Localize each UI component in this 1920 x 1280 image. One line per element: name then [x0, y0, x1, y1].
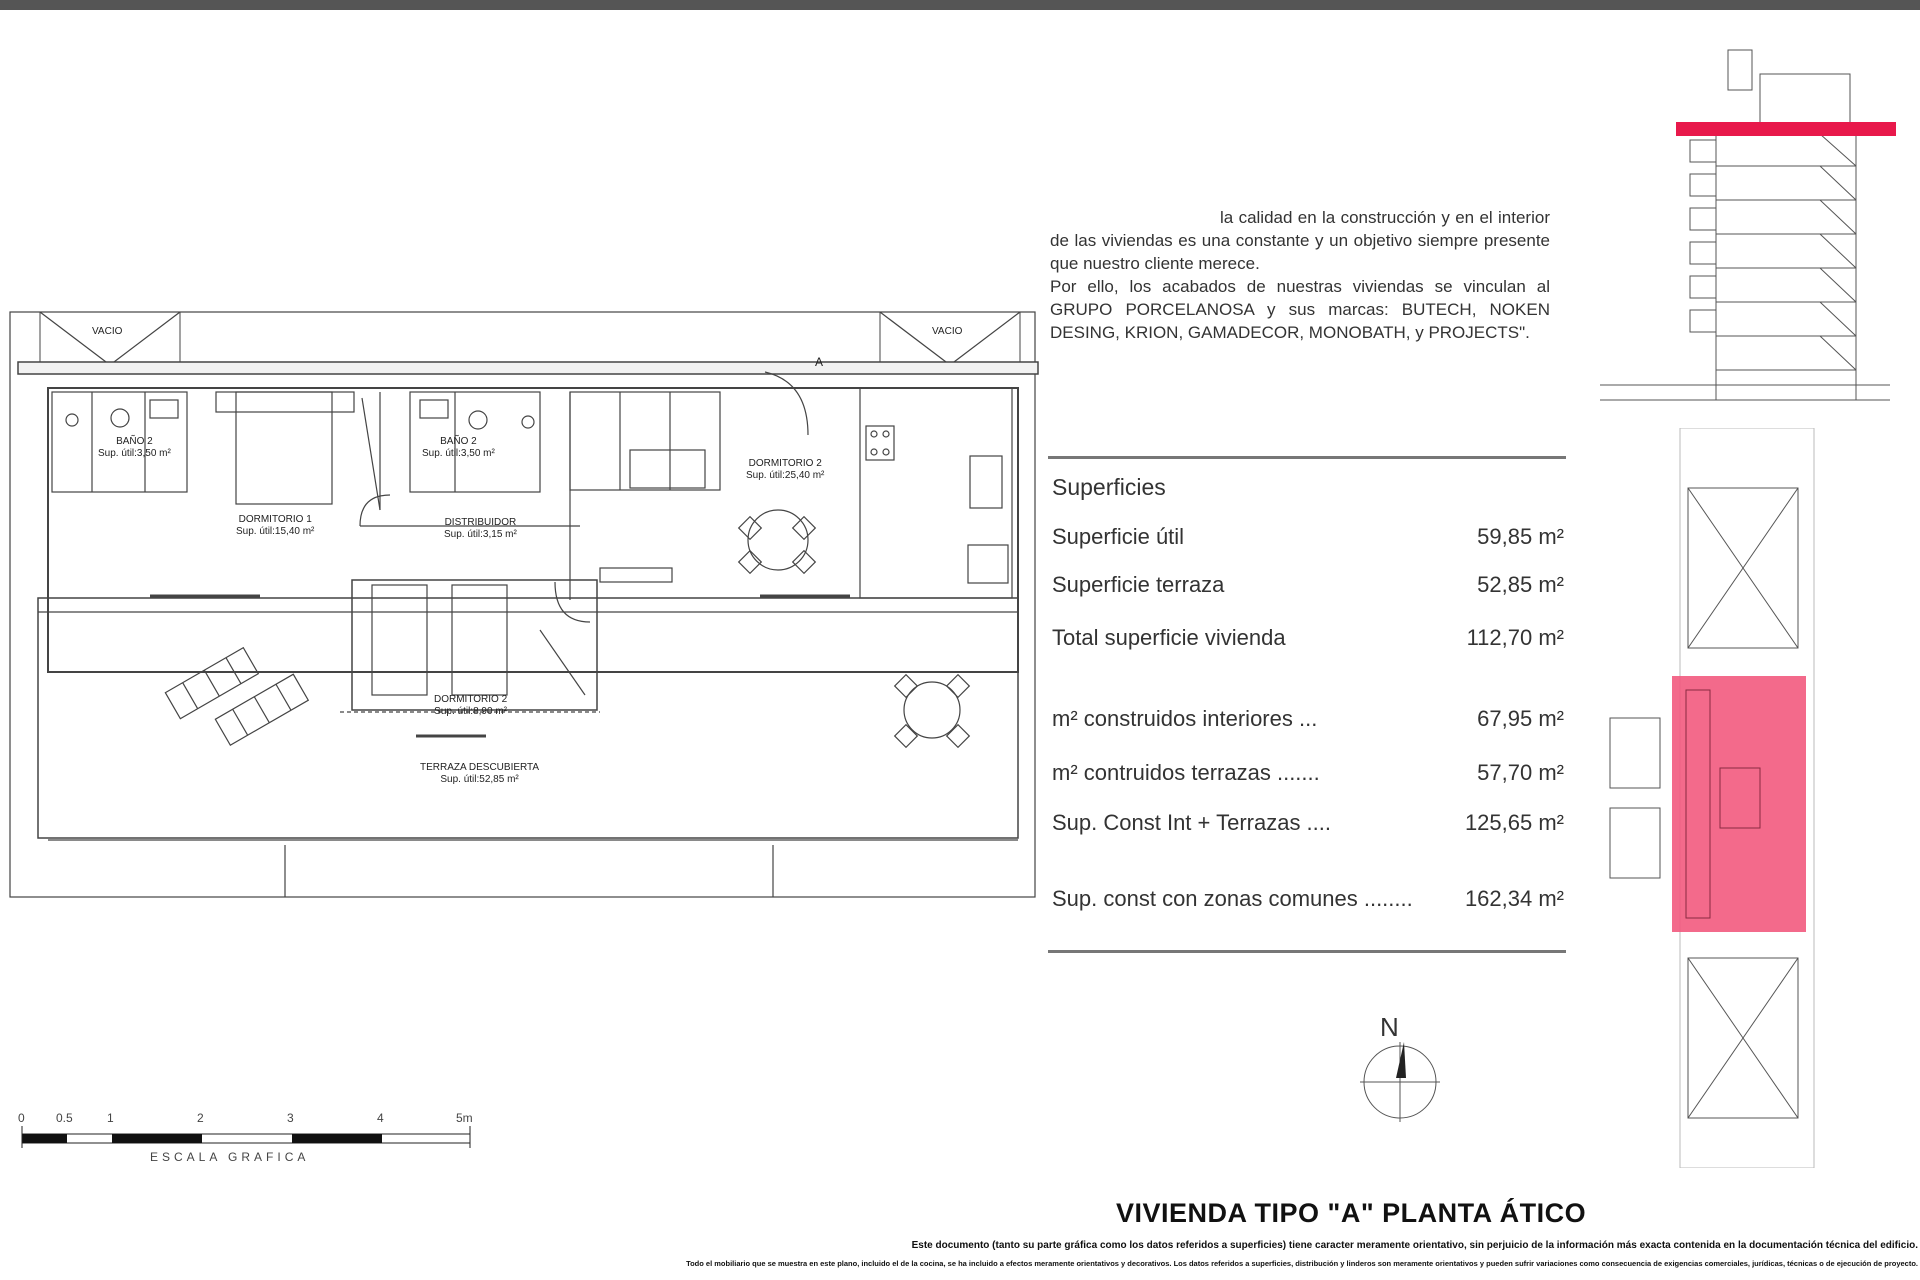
room-label-terraza [420, 762, 539, 786]
room-label-vacio-left: VACIO [92, 326, 123, 337]
room-area: Sup. útil:15,40 m² [236, 526, 315, 537]
row-value: 57,70 m² [1477, 760, 1564, 785]
marker-a: A [815, 355, 824, 369]
row-label: m² construidos interiores ... [1052, 706, 1318, 731]
scale-tick: 4 [377, 1111, 384, 1125]
room-label-dormitorio-2-small [434, 694, 507, 718]
intro-text [1050, 206, 1550, 344]
row-label: Sup. const con zonas comunes ........ [1052, 886, 1413, 911]
room-label-vacio-right: VACIO [932, 326, 963, 337]
compass-icon [1360, 1012, 1440, 1122]
elevation-drawing [1580, 40, 1900, 420]
superficie-row [1052, 572, 1564, 598]
superficie-row [1052, 886, 1564, 912]
superficies-title: Superficies [1052, 474, 1166, 500]
unit-highlight [1672, 676, 1806, 932]
row-value: 59,85 m² [1477, 524, 1564, 549]
room-label-bano-right [422, 436, 495, 460]
scale-tick: 5m [456, 1111, 473, 1125]
row-value: 125,65 m² [1464, 810, 1564, 835]
superficie-row [1052, 706, 1564, 732]
row-value: 52,85 m² [1477, 572, 1564, 597]
row-value: 112,70 m² [1466, 625, 1564, 650]
intro-paragraph-1: la calidad en la construcción y en el interior de las viviendas es una constante y un objetivo siempre presente que nuestro cliente merece. [1050, 208, 1550, 273]
divider-bottom [1048, 950, 1566, 953]
disclaimer-line-2: Todo el mobiliario que se muestra en este plano, incluido el de la cocina, se ha incluido a efectos meramente orientativos y decorativos. Los datos referidos a superficies, distribución y linderos son meramente orientativos y pueden sufrir variaciones como consecuencia de exigencias comerciales, jurídicas, técnicas o de ejecución de proyecto. [686, 1259, 1918, 1268]
room-name: BAÑO 2 [116, 436, 153, 447]
room-label-dormitorio-2 [746, 458, 824, 482]
room-name: DORMITORIO 2 [748, 458, 822, 469]
room-area: Sup. útil:52,85 m² [440, 774, 519, 785]
top-bar [0, 0, 1920, 10]
floor-plan-drawing [0, 300, 1040, 910]
scale-label: ESCALA GRAFICA [150, 1150, 310, 1164]
room-label-distribuidor [444, 517, 517, 541]
row-value: 162,34 m² [1464, 886, 1564, 911]
scale-tick: 1 [107, 1111, 114, 1125]
page-title: VIVIENDA TIPO "A" PLANTA ÁTICO [1116, 1198, 1587, 1228]
row-label: Total superficie vivienda [1052, 625, 1286, 650]
scale-tick: 0 [18, 1111, 25, 1125]
row-label: Superficie útil [1052, 524, 1185, 549]
superficie-row [1052, 625, 1564, 651]
room-area: Sup. útil:3,50 m² [422, 448, 495, 459]
row-value: 67,95 m² [1477, 706, 1564, 731]
room-name: TERRAZA DESCUBIERTA [420, 762, 540, 773]
room-name: DORMITORIO 1 [238, 514, 312, 525]
room-area: Sup. útil:3,50 m² [98, 448, 171, 459]
row-label: Sup. Const Int + Terrazas .... [1052, 810, 1332, 835]
superficie-row [1052, 760, 1564, 786]
room-label-bano-left [98, 436, 171, 460]
key-plan [1600, 428, 1900, 1168]
north-compass [1360, 1012, 1440, 1122]
room-name: DISTRIBUIDOR [444, 517, 517, 528]
room-area: Sup. útil:3,15 m² [444, 529, 517, 540]
room-name: DORMITORIO 2 [434, 694, 508, 705]
floor-plan [0, 300, 1040, 910]
room-name: BAÑO 2 [440, 436, 477, 447]
scale-tick: 0.5 [56, 1111, 73, 1125]
level-highlight-bar [1676, 122, 1896, 136]
superficie-row [1052, 524, 1564, 550]
disclaimer-line-1: Este documento (tanto su parte gráfica como los datos referidos a superficies) tiene caracter meramente orientativo, sin perjuicio de la información más exacta contenida en la documentación técnica del edificio. [911, 1240, 1918, 1251]
north-label: N [1380, 1012, 1399, 1042]
room-area: Sup. útil:25,40 m² [746, 470, 825, 481]
intro-paragraph-2: Por ello, los acabados de nuestras viviendas se vinculan al GRUPO PORCELANOSA y sus marcas: BUTECH, NOKEN DESING, KRION, GAMADECOR, MONOBATH, y PROJECTS". [1050, 277, 1550, 342]
superficie-row [1052, 810, 1564, 836]
scale-tick: 2 [197, 1111, 204, 1125]
key-plan-drawing [1600, 428, 1900, 1168]
scale-tick: 3 [287, 1111, 294, 1125]
building-elevation [1580, 40, 1900, 420]
room-area: Sup. útil:8,90 m² [434, 706, 507, 717]
room-label-dormitorio-1 [236, 514, 314, 538]
row-label: m² contruidos terrazas ....... [1052, 760, 1320, 785]
row-label: Superficie terraza [1052, 572, 1225, 597]
scale-bar-graphic [14, 1108, 484, 1148]
divider-top [1048, 456, 1566, 459]
